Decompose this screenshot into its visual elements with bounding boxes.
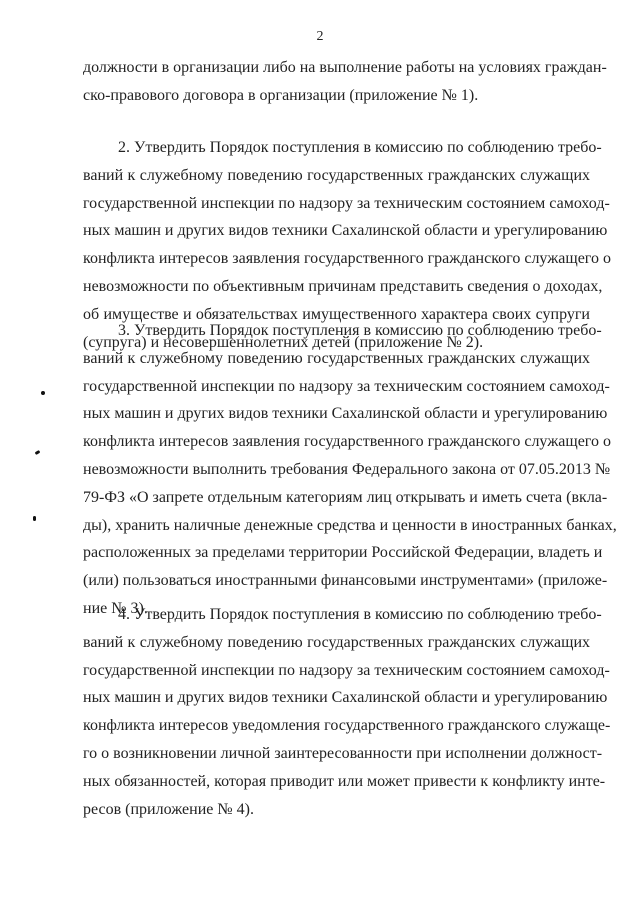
text-line: ных обязанностей, которая приводит или может привести к конфликту инте-	[83, 772, 606, 790]
text-line: конфликта интересов уведомления государственного гражданского служаще-	[83, 717, 611, 735]
scan-mark	[35, 450, 41, 455]
text-line: должности в организации либо на выполнение работы на условиях граждан-	[83, 59, 607, 76]
text-line: ние № 3).	[83, 600, 148, 617]
text-line: государственной инспекции по надзору за техническим состоянием самоход-	[83, 661, 610, 679]
scan-mark	[41, 391, 45, 395]
text-line: (супруга) и несовершеннолетних детей (приложение № 2).	[83, 333, 484, 351]
text-line: ных машин и других видов техники Сахалинской области и урегулированию	[83, 689, 608, 707]
scan-mark	[33, 516, 36, 521]
page-number: 2	[316, 29, 324, 44]
text-line: ресов (приложение № 4).	[83, 800, 254, 818]
text-line: ных машин и других видов техники Сахалинской области и урегулированию	[83, 222, 608, 240]
text-line: го о возникновении личной заинтересованности при исполнении должност-	[83, 745, 603, 762]
text-line: ваний к служебному поведению государственных гражданских служащих	[83, 349, 590, 367]
text-line: невозможности по объективным причинам представить сведения о доходах,	[83, 278, 603, 295]
text-line: 79-ФЗ «О запрете отдельным категориям лиц открывать и иметь счета (вкла-	[83, 488, 608, 506]
text-line: конфликта интересов заявления государственного гражданского служащего о	[83, 433, 611, 451]
text-line: государственной инспекции по надзору за техническим состоянием самоход-	[83, 377, 610, 395]
text-line: государственной инспекции по надзору за техническим состоянием самоход-	[83, 194, 610, 212]
text-line: ды), хранить наличные денежные средства и ценности в иностранных банках,	[83, 516, 617, 534]
text-line: расположенных за пределами территории Российской Федерации, владеть и	[83, 544, 603, 562]
text-line: (или) пользоваться иностранными финансовыми инструментами» (приложе-	[83, 572, 608, 590]
text-line: ных машин и других видов техники Сахалинской области и урегулированию	[83, 405, 608, 423]
text-line: 4. Утвердить Порядок поступления в комиссию по соблюдению требо-	[118, 606, 602, 623]
text-line: невозможности выполнить требования Федерального закона от 07.05.2013 №	[83, 461, 611, 478]
text-line: 2. Утвердить Порядок поступления в комиссию по соблюдению требо-	[118, 139, 602, 156]
text-line: ваний к служебному поведению государственных гражданских служащих	[83, 633, 590, 651]
text-line: ско-правового договора в организации (приложение № 1).	[83, 86, 479, 104]
text-line: об имуществе и обязательствах имущественного характера своих супруги	[83, 305, 590, 323]
text-line: конфликта интересов заявления государственного гражданского служащего о	[83, 250, 611, 268]
text-line: ваний к служебному поведению государственных гражданских служащих	[83, 166, 590, 184]
text-line: 3. Утвердить Порядок поступления в комиссию по соблюдению требо-	[118, 322, 602, 339]
